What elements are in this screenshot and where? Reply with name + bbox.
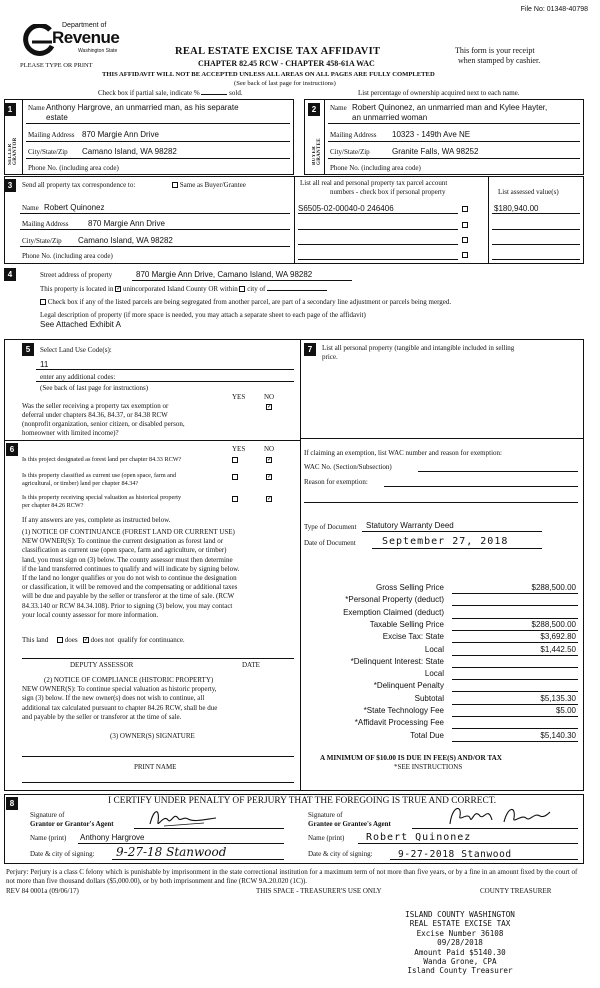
buyer-name-cont[interactable]: an unmarried woman — [352, 113, 428, 122]
additional-codes-label: enter any additional codes: — [40, 373, 116, 381]
grantor-signature — [144, 806, 224, 830]
grantor-date-city-label: Date & city of signing: — [30, 850, 95, 858]
fee-row-label: Gross Selling Price — [375, 583, 444, 592]
partial-sale-sold-label: sold. — [229, 89, 243, 97]
print-name-label: PRINT NAME — [134, 763, 177, 771]
stamp-line: Island County Treasurer — [407, 966, 513, 976]
personal-property-label — [322, 344, 514, 362]
partial-sale-percent-field[interactable] — [201, 94, 227, 95]
doc-date[interactable]: September 27, 2018 — [382, 536, 509, 547]
forest-no-checkbox[interactable]: ✓ — [267, 457, 273, 463]
city-checkbox[interactable] — [239, 286, 245, 292]
fee-row-value[interactable]: $5,140.30 — [540, 731, 576, 740]
fee-row-line — [452, 679, 578, 680]
partial-sale-label: Check box if partial sale, indicate % — [98, 89, 200, 97]
segregated-checkbox[interactable] — [40, 299, 46, 305]
grantee-agent-label: Grantee or Grantee's Agent — [308, 820, 391, 828]
receipt-note-2: when stamped by cashier. — [458, 56, 541, 65]
personal-property-checkbox-3[interactable] — [462, 237, 468, 243]
deputy-signature-line[interactable] — [22, 658, 294, 659]
qualify-row — [22, 636, 185, 644]
fee-row-line — [452, 618, 578, 619]
compliance-line: sign (3) below. If the new owner(s) does not wish to continue, all — [22, 694, 205, 703]
segregated-label: Check box if any of the listed parcels are being segregated from another parcel, are part of a secondary line adjustment or parcels being merged. — [47, 298, 452, 306]
parcel-header-1: List all real and personal property tax parcel account — [300, 179, 448, 187]
fee-row-label: Excise Tax: State — [382, 632, 444, 641]
fee-row-value[interactable]: $288,500.00 — [531, 620, 576, 629]
list-percentage-note: List percentage of ownership acquired next to each name. — [358, 89, 520, 97]
legal-description-label: Legal description of property (if more space is needed, you may attach a separate sheet to each page of the affidavit) — [40, 311, 366, 319]
fee-row-label: *Delinquent Penalty — [373, 681, 444, 690]
fee-row-line — [452, 691, 578, 692]
form-number: REV 84 0001a (09/06/17) — [6, 887, 79, 895]
continuance-line: land, you must sign on (3) below. The county assessor must then determine — [22, 555, 233, 564]
grantor-print-name[interactable]: Anthony Hargrove — [80, 833, 145, 842]
deputy-date-label: DATE — [242, 661, 260, 669]
logo-revenue-text: Revenue — [52, 28, 120, 47]
fee-row-line — [452, 593, 578, 594]
buyer-side-label: BUYER GRANTEE — [312, 138, 322, 165]
grantee-date-city-label: Date & city of signing: — [308, 850, 373, 858]
correspondence-city-label: City/State/Zip — [22, 237, 62, 245]
continuance-line: (1) NOTICE OF CONTINUANCE (FOREST LAND OR CURRENT USE) — [22, 528, 235, 536]
continuance-line: or classification, it will be removed and the compensating or additional taxes — [22, 583, 238, 592]
stamp-line: Wanda Grone, CPA — [423, 957, 497, 967]
section-number-8: 8 — [6, 797, 18, 810]
fee-row-label: Taxable Selling Price — [369, 620, 444, 629]
exemption-question-line: deferral under chapters 84.36, 84.37, or 84.38 RCW — [22, 411, 168, 419]
same-as-buyer-option[interactable] — [172, 181, 246, 189]
doc-date-label: Date of Document — [304, 539, 356, 547]
grantor-date-city[interactable]: 9-27-18 Stanwood — [116, 845, 227, 859]
fee-row-label: Local — [424, 669, 444, 678]
continuance-line: 84.33.140 or RCW 84.34.108). Prior to signing (3) below, you may contact — [22, 601, 233, 610]
fee-row-line — [452, 655, 578, 656]
does-not-checkbox[interactable]: ✓ — [83, 637, 89, 644]
personal-property-checkbox-1[interactable] — [462, 206, 468, 212]
fee-row-line — [452, 630, 578, 631]
historic-question-1: Is this property receiving special valuation as historical property — [22, 494, 182, 501]
sec5-yes-header: YES — [232, 393, 246, 401]
exemption-instructions: If claiming an exemption, list WAC number and reason for exemption: — [304, 449, 502, 457]
grantee-signature — [444, 802, 554, 830]
buyer-phone-label: Phone No. (including area code) — [330, 164, 421, 172]
buyer-mail[interactable]: 10323 - 149th Ave NE — [392, 130, 471, 139]
section-number-1: 1 — [4, 103, 16, 116]
current-use-yes-checkbox[interactable] — [232, 474, 238, 480]
compliance-notice — [22, 676, 298, 722]
fee-row-line — [452, 728, 578, 729]
county-treasurer-label: COUNTY TREASURER — [480, 887, 552, 895]
this-land-label: This land — [22, 636, 49, 644]
section-number-7: 7 — [304, 343, 316, 356]
continuance-line: if the land transferred continues to qualify and will indicate by signing below. — [22, 564, 240, 573]
seller-city[interactable]: Camano Island, WA 98282 — [82, 147, 177, 156]
fee-row-line — [452, 716, 578, 717]
current-use-question-1: Is this property classified as current use (open space, farm and — [22, 472, 177, 479]
segregated-row — [40, 298, 451, 306]
buyer-mail-label: Mailing Address — [330, 131, 377, 139]
current-use-no-checkbox[interactable]: ✓ — [267, 474, 273, 480]
buyer-name-label: Name — [330, 104, 347, 112]
please-type-note: PLEASE TYPE OR PRINT — [20, 62, 93, 69]
unincorporated-checkbox[interactable]: ✓ — [116, 286, 122, 293]
if-any-yes-note: If any answers are yes, complete as instructed below. — [22, 516, 171, 524]
buyer-city[interactable]: Granite Falls, WA 98252 — [392, 147, 479, 156]
treasurer-use-only: THIS SPACE - TREASURER'S USE ONLY — [256, 887, 382, 895]
owner-signature-label: (3) OWNER(S) SIGNATURE — [110, 732, 195, 740]
seller-city-label: City/State/Zip — [28, 148, 68, 156]
buyer-city-label: City/State/Zip — [330, 148, 370, 156]
current-use-question-2: agricultural, or timber) land per chapter 84.34? — [22, 480, 139, 487]
correspondence-mail[interactable]: 870 Margie Ann Drive — [88, 219, 165, 228]
wac-field[interactable] — [418, 471, 578, 472]
doc-type[interactable]: Statutory Warranty Deed — [366, 521, 454, 530]
fee-row-line — [452, 605, 578, 606]
partial-sale-row — [98, 89, 243, 97]
section-number-6: 6 — [6, 443, 18, 456]
fee-row-label: Exemption Claimed (deduct) — [343, 608, 444, 617]
see-instructions-note: *SEE INSTRUCTIONS — [394, 763, 463, 771]
correspondence-name[interactable]: Robert Quinonez — [44, 203, 105, 212]
forest-yes-checkbox[interactable] — [232, 457, 238, 463]
stamp-line: 09/28/2018 — [437, 938, 483, 948]
reason-field[interactable] — [384, 486, 578, 487]
compliance-line: NEW OWNER(S): To continue special valuation as historic property, — [22, 685, 217, 694]
continuance-line: If the land no longer qualifies or you do not wish to continue the designation — [22, 574, 237, 583]
completion-warning: THIS AFFIDAVIT WILL NOT BE ACCEPTED UNLESS ALL AREAS ON ALL PAGES ARE FULLY COMPLETED — [102, 71, 435, 78]
assessed-header: List assessed value(s) — [498, 188, 559, 196]
continuance-line: will be due and payable by the seller or transferor at the time of sale. (RCW — [22, 592, 235, 601]
location-row — [40, 285, 327, 293]
land-use-label: Select Land Use Code(s): — [40, 346, 112, 354]
grantee-print-name[interactable]: Robert Quinonez — [366, 832, 472, 843]
fee-row-label: Subtotal — [414, 694, 444, 703]
historic-yes-checkbox[interactable] — [232, 496, 238, 502]
form-subtitle: CHAPTER 82.45 RCW - CHAPTER 458-61A WAC — [198, 59, 375, 68]
doc-type-label: Type of Document — [304, 523, 357, 531]
compliance-line: additional tax calculated pursuant to chapter 84.26 RCW, shall be due — [22, 703, 218, 712]
historic-no-checkbox[interactable]: ✓ — [267, 496, 273, 502]
city-label: city of — [247, 285, 266, 293]
seller-name-cont[interactable]: estate — [46, 113, 68, 122]
section-number-5: 5 — [22, 343, 34, 356]
sec6-no-header: NO — [264, 445, 275, 453]
continuance-notice — [22, 528, 298, 620]
continuance-line: NEW OWNER(S): To continue the current designation as forest land or — [22, 537, 224, 546]
grantee-name-print-label: Name (print) — [308, 834, 345, 842]
forest-land-question: Is this project designated as forest land per chapter 84.33 RCW? — [22, 456, 182, 463]
stamp-line: Amount Paid $5140.30 — [414, 947, 506, 957]
compliance-line: and payable by the seller or transferor at the time of sale. — [22, 712, 182, 721]
street-address[interactable]: 870 Margie Ann Drive, Camano Island, WA 98282 — [136, 270, 313, 279]
parcel-header-2: numbers - check box if personal property — [330, 188, 446, 196]
historic-question-2: per chapter 84.26 RCW? — [22, 502, 84, 509]
continuance-line: classification as current use (open space, farm and agriculture, or timber) — [22, 546, 227, 555]
exemption-no-checkbox[interactable]: ✓ — [267, 404, 273, 410]
correspondence-phone-label: Phone No. (including area code) — [22, 252, 113, 260]
dor-logo — [22, 22, 122, 58]
sec5-no-header: NO — [264, 393, 275, 401]
fee-row-value[interactable]: $5.00 — [555, 706, 576, 715]
personal-property-checkbox-4[interactable] — [462, 252, 468, 258]
seller-side-label: SELLER GRANTOR — [8, 137, 18, 165]
buyer-name[interactable]: Robert Quinonez, an unmarried man and Kylee Hayter, — [352, 103, 548, 112]
fee-row-value[interactable]: $3,692.80 — [540, 632, 576, 641]
section-number-2: 2 — [308, 103, 320, 116]
land-use-instructions: (See back of last page for instructions) — [40, 384, 149, 392]
fee-row-line — [452, 642, 578, 643]
fee-row-label: Total Due — [410, 731, 444, 740]
fee-row-label: *Delinquent Interest: State — [350, 657, 444, 666]
parcel-number[interactable]: S6505-02-00040-0 246406 — [298, 204, 394, 213]
send-correspondence-label: Send all property tax correspondence to: — [22, 181, 136, 189]
section-number-3: 3 — [4, 179, 16, 192]
treasurer-stamp — [370, 910, 550, 976]
fee-row-line — [452, 704, 578, 705]
street-address-label: Street address of property — [40, 271, 113, 279]
unincorporated-label: unincorporated Island County OR within — [122, 285, 238, 293]
reason-label: Reason for exemption: — [304, 478, 368, 486]
exemption-question — [22, 402, 185, 438]
city-field[interactable] — [267, 290, 327, 291]
fee-row-label: *Personal Property (deduct) — [345, 595, 444, 604]
correspondence-name-label: Name — [22, 204, 39, 212]
fee-row-line — [452, 741, 578, 742]
sec6-yes-header: YES — [232, 445, 246, 453]
personal-property-checkbox-2[interactable] — [462, 222, 468, 228]
seller-mail[interactable]: 870 Margie Ann Drive — [82, 130, 159, 139]
personal-property-line: price. — [322, 353, 338, 361]
exemption-question-line: (nonprofit organization, senior citizen, or disabled person, — [22, 420, 185, 428]
perjury-certification: I CERTIFY UNDER PENALTY OF PERJURY THAT THE FOREGOING IS TRUE AND CORRECT. — [108, 796, 497, 806]
owner-signature-line[interactable] — [22, 756, 294, 757]
grantor-name-print-label: Name (print) — [30, 834, 67, 842]
perjury-notice: Perjury: Perjury is a class C felony which is punishable by imprisonment in the state correctional institution for a maximum term of not more than five years, or by a fine in an amount fixed by the court of not more than five thousand dollars ($5,000.00), or by both imprisonment and fine (RCW 9A.20.020 (1C)). — [6, 868, 578, 885]
fee-row-value[interactable]: $288,500.00 — [531, 583, 576, 592]
continuance-line: your local county assessor for more information. — [22, 610, 159, 619]
seller-phone-label: Phone No. (including area code) — [28, 164, 119, 172]
fee-row-label: Local — [424, 645, 444, 654]
seller-mail-label: Mailing Address — [28, 131, 75, 139]
stamp-line: ISLAND COUNTY WASHINGTON — [405, 910, 515, 919]
receipt-note-1: This form is your receipt — [455, 46, 535, 55]
seller-name[interactable]: Anthony Hargrove, an unmarried man, as his separate — [46, 103, 239, 112]
exemption-question-line: homeowner with limited income)? — [22, 429, 119, 437]
personal-property-line: List all personal property (tangible and intangible included in selling — [322, 344, 515, 352]
stamp-line: REAL ESTATE EXCISE TAX — [409, 919, 511, 929]
fee-row-value[interactable]: $5,135.30 — [540, 694, 576, 703]
seller-name-label: Name — [28, 104, 45, 112]
wac-label: WAC No. (Section/Subsection) — [304, 463, 392, 471]
exemption-question-line: Was the seller receiving a property tax exemption or — [22, 402, 169, 410]
section-number-4: 4 — [4, 268, 16, 281]
does-checkbox[interactable] — [57, 637, 63, 643]
revenue-logo-icon — [22, 24, 56, 58]
same-as-buyer-label: Same as Buyer/Grantee — [179, 181, 246, 189]
does-label: does — [64, 636, 78, 644]
logo-department-text: Department of — [62, 22, 107, 29]
does-not-label: does not — [90, 636, 115, 644]
fee-row-value[interactable]: $1,442.50 — [540, 645, 576, 654]
form-title: REAL ESTATE EXCISE TAX AFFIDAVIT — [175, 46, 381, 57]
logo-state-text: Washington State — [78, 48, 118, 54]
stamp-line: Excise Number 36108 — [416, 928, 504, 938]
print-name-line[interactable] — [22, 782, 294, 783]
assessed-value[interactable]: $180,940.00 — [494, 204, 539, 213]
fee-row-label: *Affidavit Processing Fee — [354, 718, 444, 727]
legal-description[interactable]: See Attached Exhibit A — [40, 320, 121, 329]
grantee-signature-of-label: Signature of — [308, 811, 343, 819]
correspondence-city[interactable]: Camano Island, WA 98282 — [78, 236, 173, 245]
compliance-line: (2) NOTICE OF COMPLIANCE (HISTORIC PROPERTY) — [44, 676, 214, 684]
instructions-note: (See back of last page for instructions) — [234, 80, 336, 87]
file-number: File No: 01348-40798 — [520, 6, 588, 13]
correspondence-mail-label: Mailing Address — [22, 220, 69, 228]
fee-row-label: *State Technology Fee — [363, 706, 444, 715]
qualify-label: qualify for continuance. — [117, 636, 185, 644]
located-label: This property is located in — [40, 285, 114, 293]
land-use-code[interactable]: 11 — [40, 360, 49, 369]
same-as-buyer-checkbox[interactable] — [172, 182, 178, 188]
minimum-fee-note: A MINIMUM OF $10.00 IS DUE IN FEE(S) AND/OR TAX — [320, 754, 502, 762]
reason-field-2[interactable] — [304, 502, 578, 503]
grantor-signature-of-label: Signature of — [30, 811, 65, 819]
grantor-agent-label: Grantor or Grantor's Agent — [30, 820, 114, 828]
grantee-date-city[interactable]: 9-27-2018 Stanwood — [398, 849, 512, 860]
deputy-assessor-label: DEPUTY ASSESSOR — [70, 661, 134, 669]
fee-row-line — [452, 667, 578, 668]
